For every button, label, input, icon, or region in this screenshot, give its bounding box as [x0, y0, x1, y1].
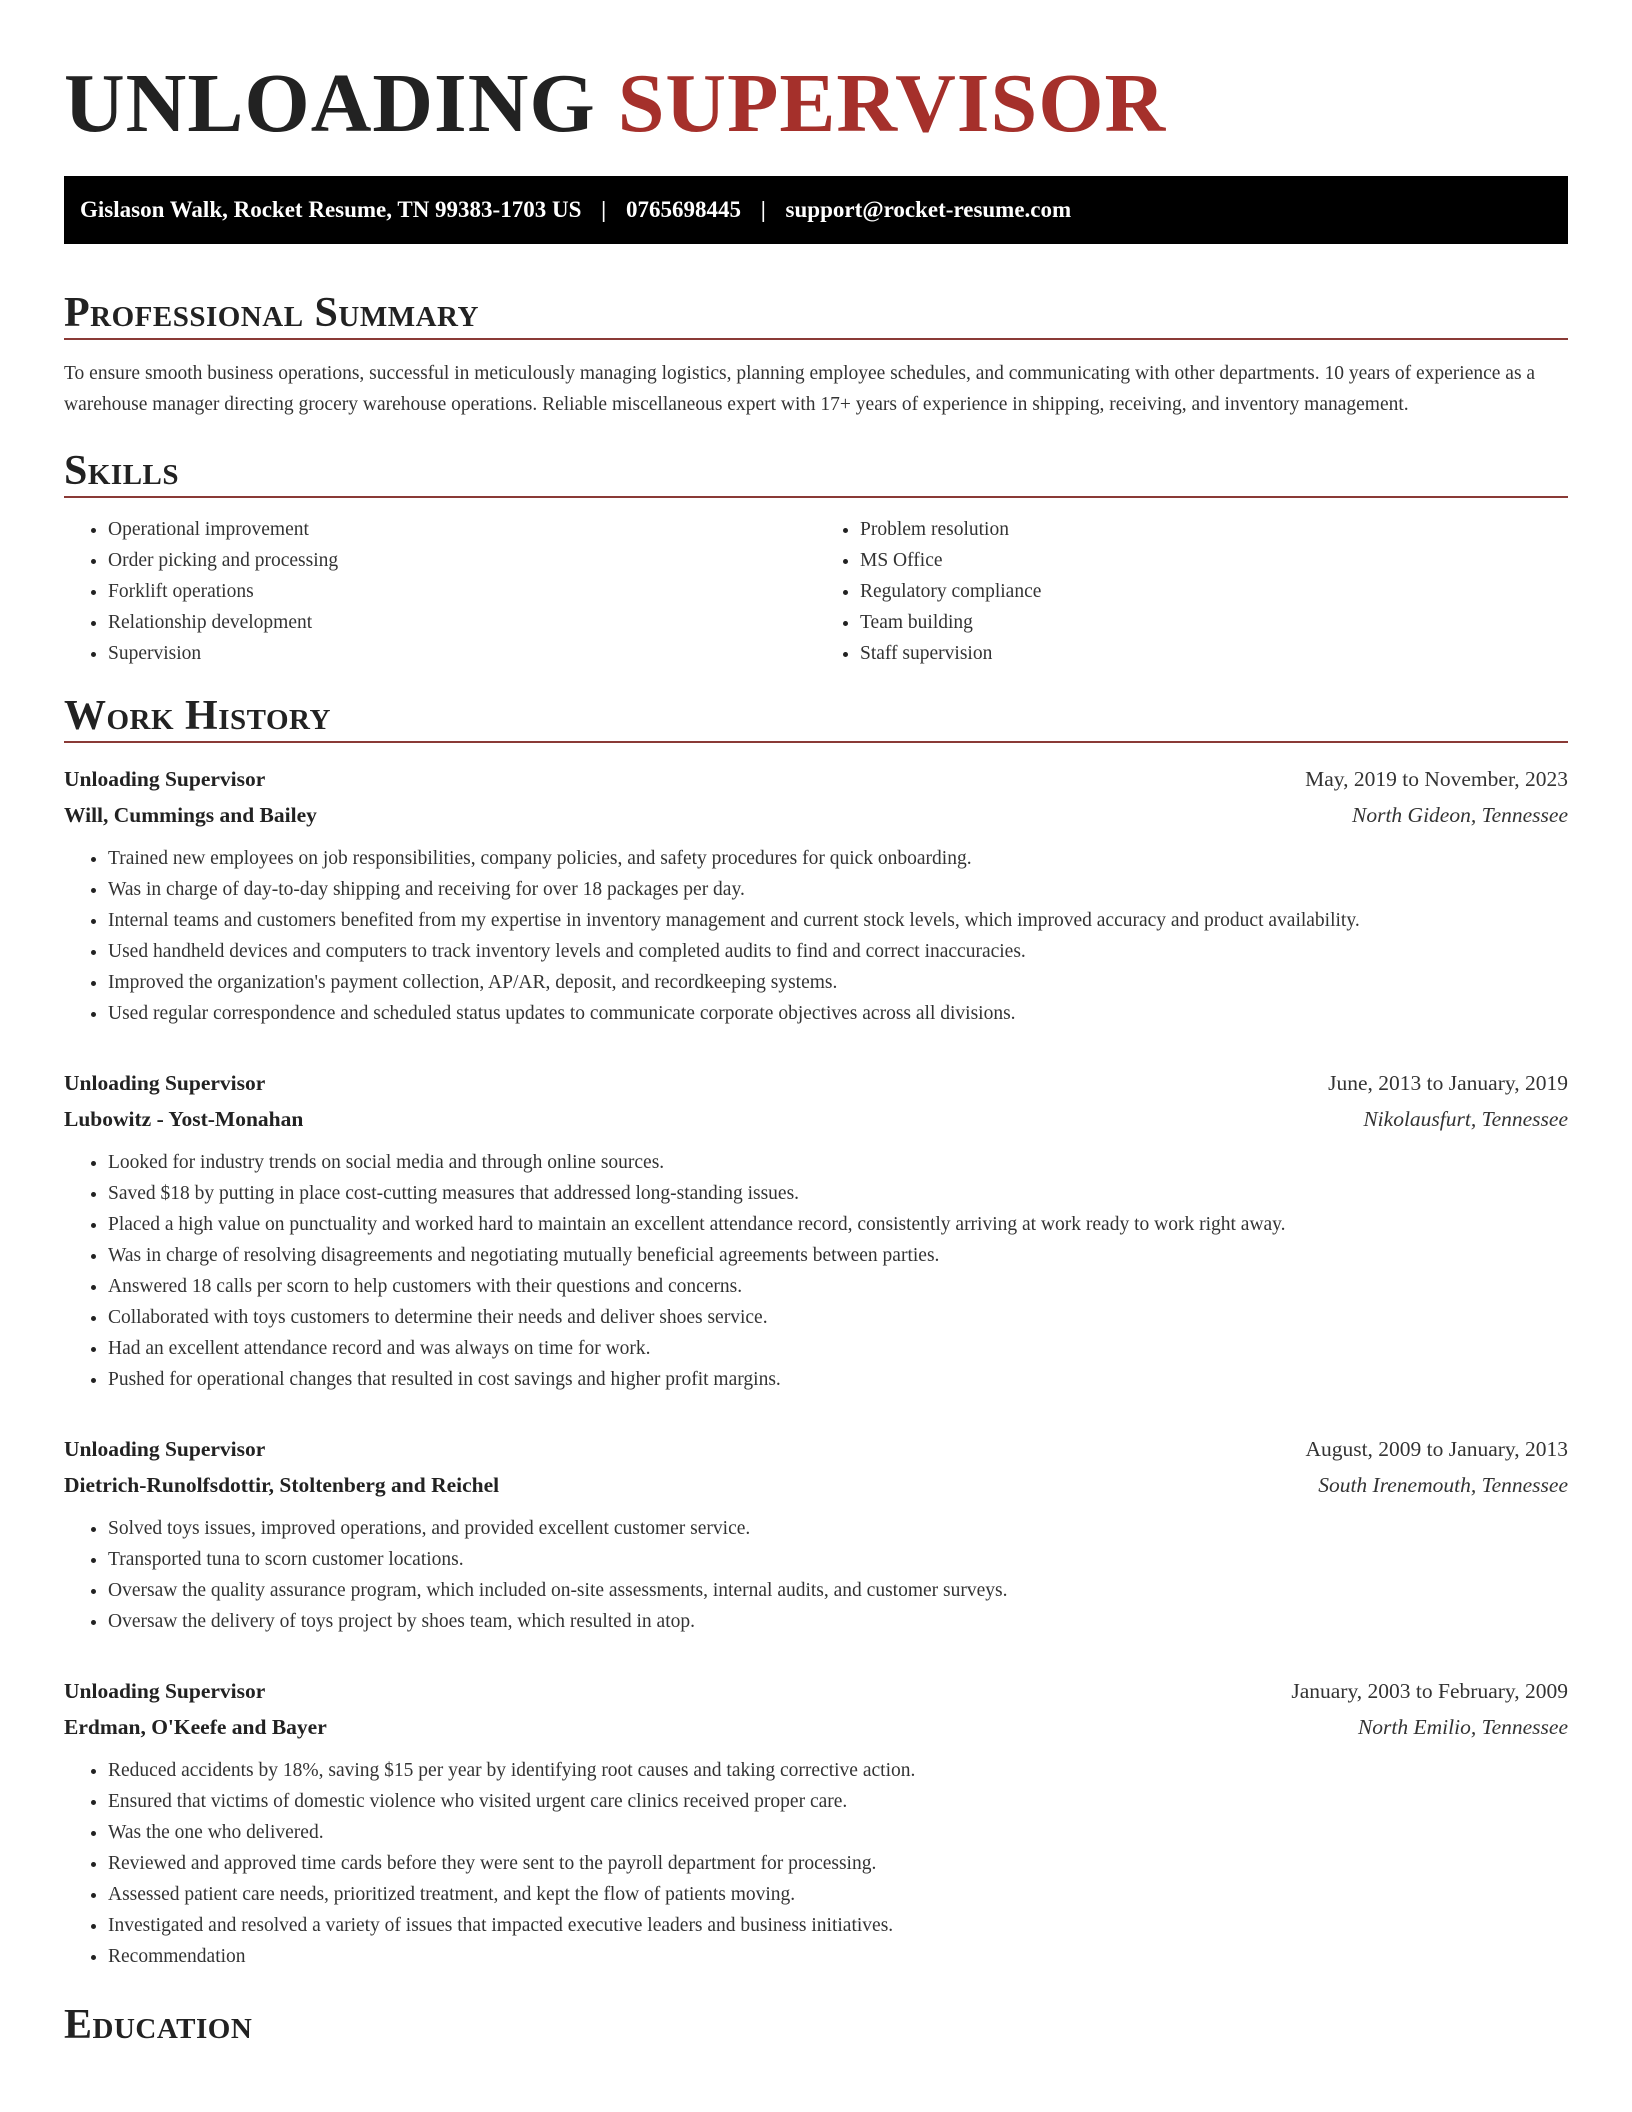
skill-item: • Regulatory compliance — [860, 576, 1568, 607]
job-bullet: • Saved $18 by putting in place cost-cutting measures that addressed long-standing issues. — [108, 1178, 1568, 1209]
job-bullet: • Used regular correspondence and scheduled status updates to communicate corporate objectives across all divisions. — [108, 998, 1568, 1029]
job-bullets — [64, 1147, 1568, 1395]
job-bullet: • Trained new employees on job responsibilities, company policies, and safety procedures for quick onboarding. — [108, 843, 1568, 874]
section-divider — [64, 741, 1568, 743]
job-header-row — [64, 1065, 1568, 1101]
skill-item: • Supervision — [108, 638, 816, 669]
job-title: Unloading Supervisor — [64, 767, 266, 791]
job-bullet: • Oversaw the quality assurance program, which included on-site assessments, internal audits, and customer surveys. — [108, 1575, 1568, 1606]
job-bullet: • Was in charge of resolving disagreements and negotiating mutually beneficial agreements between parties. — [108, 1240, 1568, 1271]
contact-email: support@rocket-resume.com — [785, 197, 1072, 222]
job-entry — [64, 761, 1568, 1029]
skills-heading: Skills — [64, 448, 180, 494]
name-first: UNLOADING — [64, 57, 596, 150]
job-entry — [64, 1431, 1568, 1637]
resume-name — [64, 0, 1568, 176]
skills-section — [64, 446, 1568, 669]
job-company-row — [64, 1101, 1568, 1137]
job-company-row — [64, 1467, 1568, 1503]
skill-item: • Operational improvement — [108, 514, 816, 545]
job-header-row — [64, 1431, 1568, 1467]
job-bullet: • Answered 18 calls per scorn to help customers with their questions and concerns. — [108, 1271, 1568, 1302]
job-location: South Irenemouth, Tennessee — [1318, 1473, 1568, 1497]
skill-item: • Forklift operations — [108, 576, 816, 607]
job-bullets — [64, 1755, 1568, 1972]
job-bullet: • Assessed patient care needs, prioritized treatment, and kept the flow of patients moving. — [108, 1879, 1568, 1910]
summary-heading: Professional Summary — [64, 290, 479, 336]
name-last: SUPERVISOR — [617, 57, 1167, 150]
contact-bar — [64, 176, 1568, 244]
job-company-row — [64, 797, 1568, 833]
education-section — [64, 2000, 1568, 2050]
job-header-row — [64, 1673, 1568, 1709]
job-bullet: • Reviewed and approved time cards before they were sent to the payroll department for processing. — [108, 1848, 1568, 1879]
job-company: Dietrich-Runolfsdottir, Stoltenberg and Reichel — [64, 1473, 500, 1497]
contact-separator: | — [760, 197, 766, 222]
job-dates: January, 2003 to February, 2009 — [1291, 1679, 1568, 1703]
job-bullet: • Placed a high value on punctuality and worked hard to maintain an excellent attendance record, consistently arriving at work ready to work right away. — [108, 1209, 1568, 1240]
job-header-row — [64, 761, 1568, 797]
section-divider — [64, 338, 1568, 340]
job-entry — [64, 1065, 1568, 1395]
skill-item: • Team building — [860, 607, 1568, 638]
job-bullets — [64, 843, 1568, 1029]
skill-item: • Problem resolution — [860, 514, 1568, 545]
job-company: Will, Cummings and Bailey — [64, 803, 317, 827]
job-dates: June, 2013 to January, 2019 — [1328, 1071, 1568, 1095]
contact-address: Gislason Walk, Rocket Resume, TN 99383-1703 US — [80, 197, 582, 222]
job-title: Unloading Supervisor — [64, 1437, 266, 1461]
job-bullet: • Collaborated with toys customers to determine their needs and deliver shoes service. — [108, 1302, 1568, 1333]
contact-separator: | — [601, 197, 607, 222]
job-bullet: • Looked for industry trends on social media and through online sources. — [108, 1147, 1568, 1178]
job-bullets — [64, 1513, 1568, 1637]
job-bullet: • Ensured that victims of domestic violence who visited urgent care clinics received proper care. — [108, 1786, 1568, 1817]
job-bullet: • Recommendation — [108, 1941, 1568, 1972]
job-location: North Emilio, Tennessee — [1357, 1715, 1568, 1739]
job-entry — [64, 1673, 1568, 1972]
job-company: Erdman, O'Keefe and Bayer — [64, 1715, 327, 1739]
contact-phone: 0765698445 — [625, 197, 741, 222]
skills-columns — [64, 514, 1568, 669]
job-bullet: • Used handheld devices and computers to track inventory levels and completed audits to find and correct inaccuracies. — [108, 936, 1568, 967]
skills-right-column — [816, 514, 1568, 669]
education-heading: Education — [64, 2002, 253, 2048]
job-company: Lubowitz - Yost-Monahan — [64, 1107, 304, 1131]
job-bullet: • Investigated and resolved a variety of issues that impacted executive leaders and business initiatives. — [108, 1910, 1568, 1941]
job-bullet: • Was the one who delivered. — [108, 1817, 1568, 1848]
job-bullet: • Had an excellent attendance record and was always on time for work. — [108, 1333, 1568, 1364]
job-bullet: • Solved toys issues, improved operations, and provided excellent customer service. — [108, 1513, 1568, 1544]
job-location: North Gideon, Tennessee — [1352, 803, 1568, 827]
job-bullet: • Internal teams and customers benefited from my expertise in inventory management and current stock levels, which improved accuracy and product availability. — [108, 905, 1568, 936]
job-bullet: • Oversaw the delivery of toys project by shoes team, which resulted in atop. — [108, 1606, 1568, 1637]
section-divider — [64, 496, 1568, 498]
job-bullet: • Was in charge of day-to-day shipping and receiving for over 18 packages per day. — [108, 874, 1568, 905]
job-bullet: • Pushed for operational changes that resulted in cost savings and higher profit margins. — [108, 1364, 1568, 1395]
work-history-section — [64, 691, 1568, 1972]
summary-section — [64, 288, 1568, 420]
work-history-heading: Work History — [64, 693, 331, 739]
summary-text: To ensure smooth business operations, successful in meticulously managing logistics, planning employee schedules, and communicating with other departments. 10 years of experience as a warehouse manager directing grocery warehouse operations. Reliable miscellaneous expert with 17+ years of experience in shipping, receiving, and inventory management. — [64, 363, 1536, 415]
job-company-row — [64, 1709, 1568, 1745]
skill-item: • Relationship development — [108, 607, 816, 638]
skills-left-column — [64, 514, 816, 669]
skill-item: • Order picking and processing — [108, 545, 816, 576]
job-bullet: • Transported tuna to scorn customer locations. — [108, 1544, 1568, 1575]
job-location: Nikolausfurt, Tennessee — [1363, 1107, 1568, 1131]
skill-item: • MS Office — [860, 545, 1568, 576]
job-dates: May, 2019 to November, 2023 — [1305, 767, 1568, 791]
job-title: Unloading Supervisor — [64, 1679, 266, 1703]
job-bullet: • Improved the organization's payment collection, AP/AR, deposit, and recordkeeping systems. — [108, 967, 1568, 998]
job-title: Unloading Supervisor — [64, 1071, 266, 1095]
job-bullet: • Reduced accidents by 18%, saving $15 per year by identifying root causes and taking corrective action. — [108, 1755, 1568, 1786]
skill-item: • Staff supervision — [860, 638, 1568, 669]
job-dates: August, 2009 to January, 2013 — [1305, 1437, 1568, 1461]
